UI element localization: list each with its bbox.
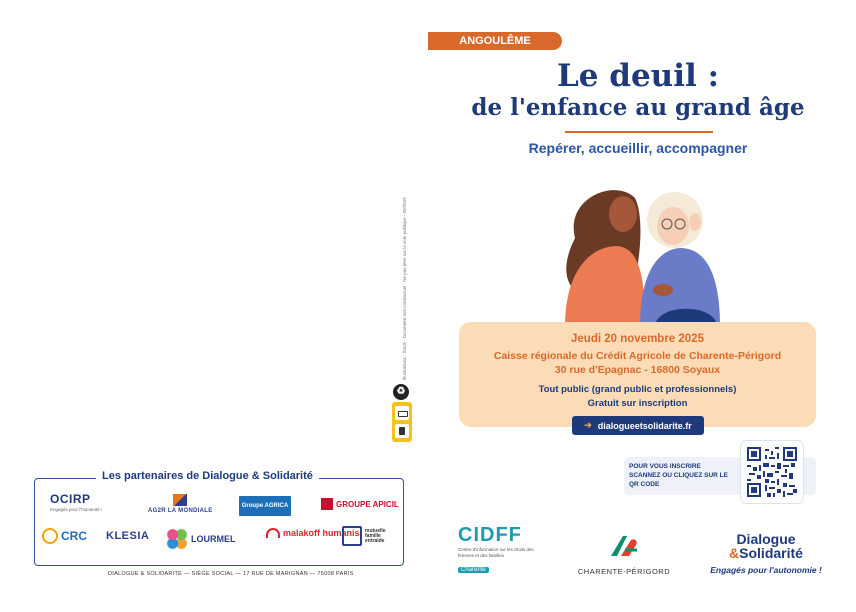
- website-link-label: dialogueetsolidarite.fr: [597, 420, 692, 431]
- cidff-logo[interactable]: [458, 524, 542, 576]
- ds-line2: [706, 545, 826, 561]
- malakoff-sun-icon: [266, 528, 280, 538]
- partner-name: KLESIA: [106, 530, 150, 542]
- event-audience: Tout public (grand public et professionnels): [538, 384, 737, 395]
- page-title: Le deuil :: [556, 58, 720, 94]
- footer-address: DIALOGUE & SOLIDARITÉ — SIÈGE SOCIAL — 17 RUE DE MARIGNAN — 75008 PARIS: [108, 571, 354, 577]
- partner-name: CRC: [61, 529, 87, 543]
- credit-agricole-mark-icon: [609, 532, 639, 558]
- qr-instruction: POUR VOUS INSCRIRE SCANNEZ OU CLIQUEZ SUR LE QR CODE: [629, 463, 728, 488]
- vertical-credit-text: Illustrations : Stock - Document non contractuel - Ne pas jeter sur la voie publique - 09/2025: [402, 197, 407, 380]
- partner-name: mutuelle famille entraide: [365, 527, 386, 544]
- ds-line1: Dialogue: [736, 531, 796, 547]
- title-divider: [565, 131, 713, 133]
- partner-name: OCIRP: [50, 492, 91, 506]
- partners-title: Les partenaires de Dialogue & Solidarité: [96, 470, 319, 482]
- partner-logo-apicil[interactable]: [321, 498, 399, 510]
- apicil-mark-icon: [321, 498, 333, 510]
- partner-logo-mutuelle[interactable]: [342, 526, 391, 546]
- partner-logo-agrica[interactable]: [239, 496, 291, 516]
- partner-logo-lourmel[interactable]: [166, 528, 236, 550]
- partner-tagline: Engagés pour l'humanité !: [50, 507, 103, 512]
- subtitle: Repérer, accueillir, accompagner: [528, 140, 748, 156]
- ds-line2-word: Solidarité: [739, 545, 803, 561]
- cidff-name: CIDFF: [458, 524, 522, 546]
- mutuelle-mark-icon: [342, 526, 362, 546]
- partner-name: malakoff humanis: [283, 528, 360, 538]
- event-date: Jeudi 20 novembre 2025: [571, 333, 704, 345]
- triman-icon: [392, 402, 412, 442]
- cidff-subtitle: Centre d'information sur les droits des femmes et des familles: [458, 547, 534, 558]
- partner-name: AG2R LA MONDIALE: [148, 508, 213, 514]
- event-price: Gratuit sur inscription: [587, 398, 688, 409]
- credit-agricole-logo[interactable]: [574, 532, 674, 576]
- cidff-tag: Charente: [458, 567, 489, 573]
- ds-tagline: Engagés pour l'autonomie !: [710, 565, 822, 575]
- credit-agricole-label: CHARENTE-PÉRIGORD: [577, 567, 671, 576]
- partner-logo-ocirp[interactable]: [50, 492, 102, 512]
- partner-name: GROUPE APICIL: [336, 499, 399, 509]
- event-address: 30 rue d'Epagnac - 16800 Soyaux: [554, 364, 721, 376]
- dialogue-solidarite-logo[interactable]: [706, 531, 826, 575]
- partner-name: Groupe AGRICA: [241, 503, 289, 509]
- partner-logo-crc[interactable]: [42, 528, 87, 544]
- qr-code-icon[interactable]: [747, 447, 797, 497]
- partner-name: LOURMEL: [191, 534, 236, 544]
- crc-sun-icon: [42, 528, 58, 544]
- page-title-line2: de l'enfance au grand âge: [471, 94, 805, 121]
- city-badge: ANGOULÊME: [428, 32, 562, 50]
- partner-logo-klesia[interactable]: [106, 530, 149, 542]
- event-place: Caisse régionale du Crédit Agricole de Charente-Périgord: [493, 350, 782, 362]
- partner-logo-ag2r[interactable]: [148, 494, 213, 514]
- website-link-button[interactable]: [572, 416, 704, 435]
- recycle-icon: ♻: [393, 384, 409, 400]
- cidff-wordmark: [458, 524, 542, 547]
- ag2r-mark-icon: [173, 494, 187, 506]
- ds-ampersand: &: [729, 545, 740, 561]
- lourmel-flower-icon: [166, 528, 188, 550]
- caregiver-illustration: [545, 178, 725, 326]
- arrow-right-icon: ➔: [584, 420, 592, 430]
